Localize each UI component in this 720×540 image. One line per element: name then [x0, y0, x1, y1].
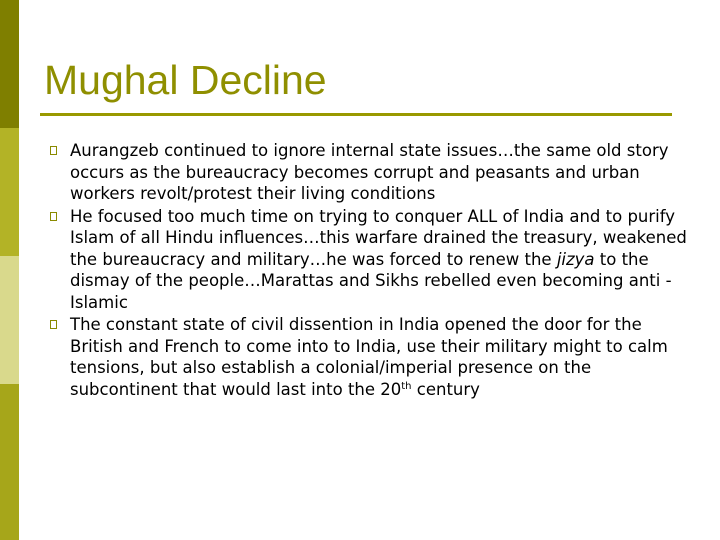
bullet-list [50, 140, 690, 401]
bullet-text [70, 207, 687, 312]
text-run: century [411, 379, 480, 399]
bullet-text [70, 315, 668, 399]
text-run: He focused too much time on trying to conquer ALL of India and to purify Islam of all Hindu influences…this warfare drained the treasury, weakened the bureaucracy and military…he was forced to renew the [70, 206, 687, 269]
bullet-text [70, 141, 669, 203]
bullet-item [50, 314, 690, 400]
title-underline [40, 113, 672, 116]
sidebar-band [0, 256, 19, 384]
sidebar-band [0, 128, 19, 256]
sidebar-decoration [0, 0, 19, 540]
bullet-item [50, 206, 690, 314]
text-run: Aurangzeb continued to ignore internal state issues…the same old story occurs as the bureaucracy becomes corrupt and peasants and urban workers revolt/protest their living conditions [70, 141, 669, 203]
slide-title: Mughal Decline [44, 57, 327, 103]
text-run: to the dismay of the people…Marattas and Sikhs rebelled even becoming anti -Islamic [70, 249, 672, 312]
ordinal-superscript: th [401, 380, 412, 392]
sidebar-band [0, 0, 19, 128]
sidebar-band [0, 384, 19, 540]
square-bullet-icon [50, 146, 57, 155]
bullet-item [50, 140, 690, 205]
square-bullet-icon [50, 320, 57, 329]
text-run: The constant state of civil dissention in India opened the door for the British and French to come into to India, use their military might to calm tensions, but also establish a colonial/imperial presence on the subcontinent that would last into the 20 [70, 315, 668, 399]
square-bullet-icon [50, 212, 57, 221]
italic-term: jizya [556, 249, 595, 269]
